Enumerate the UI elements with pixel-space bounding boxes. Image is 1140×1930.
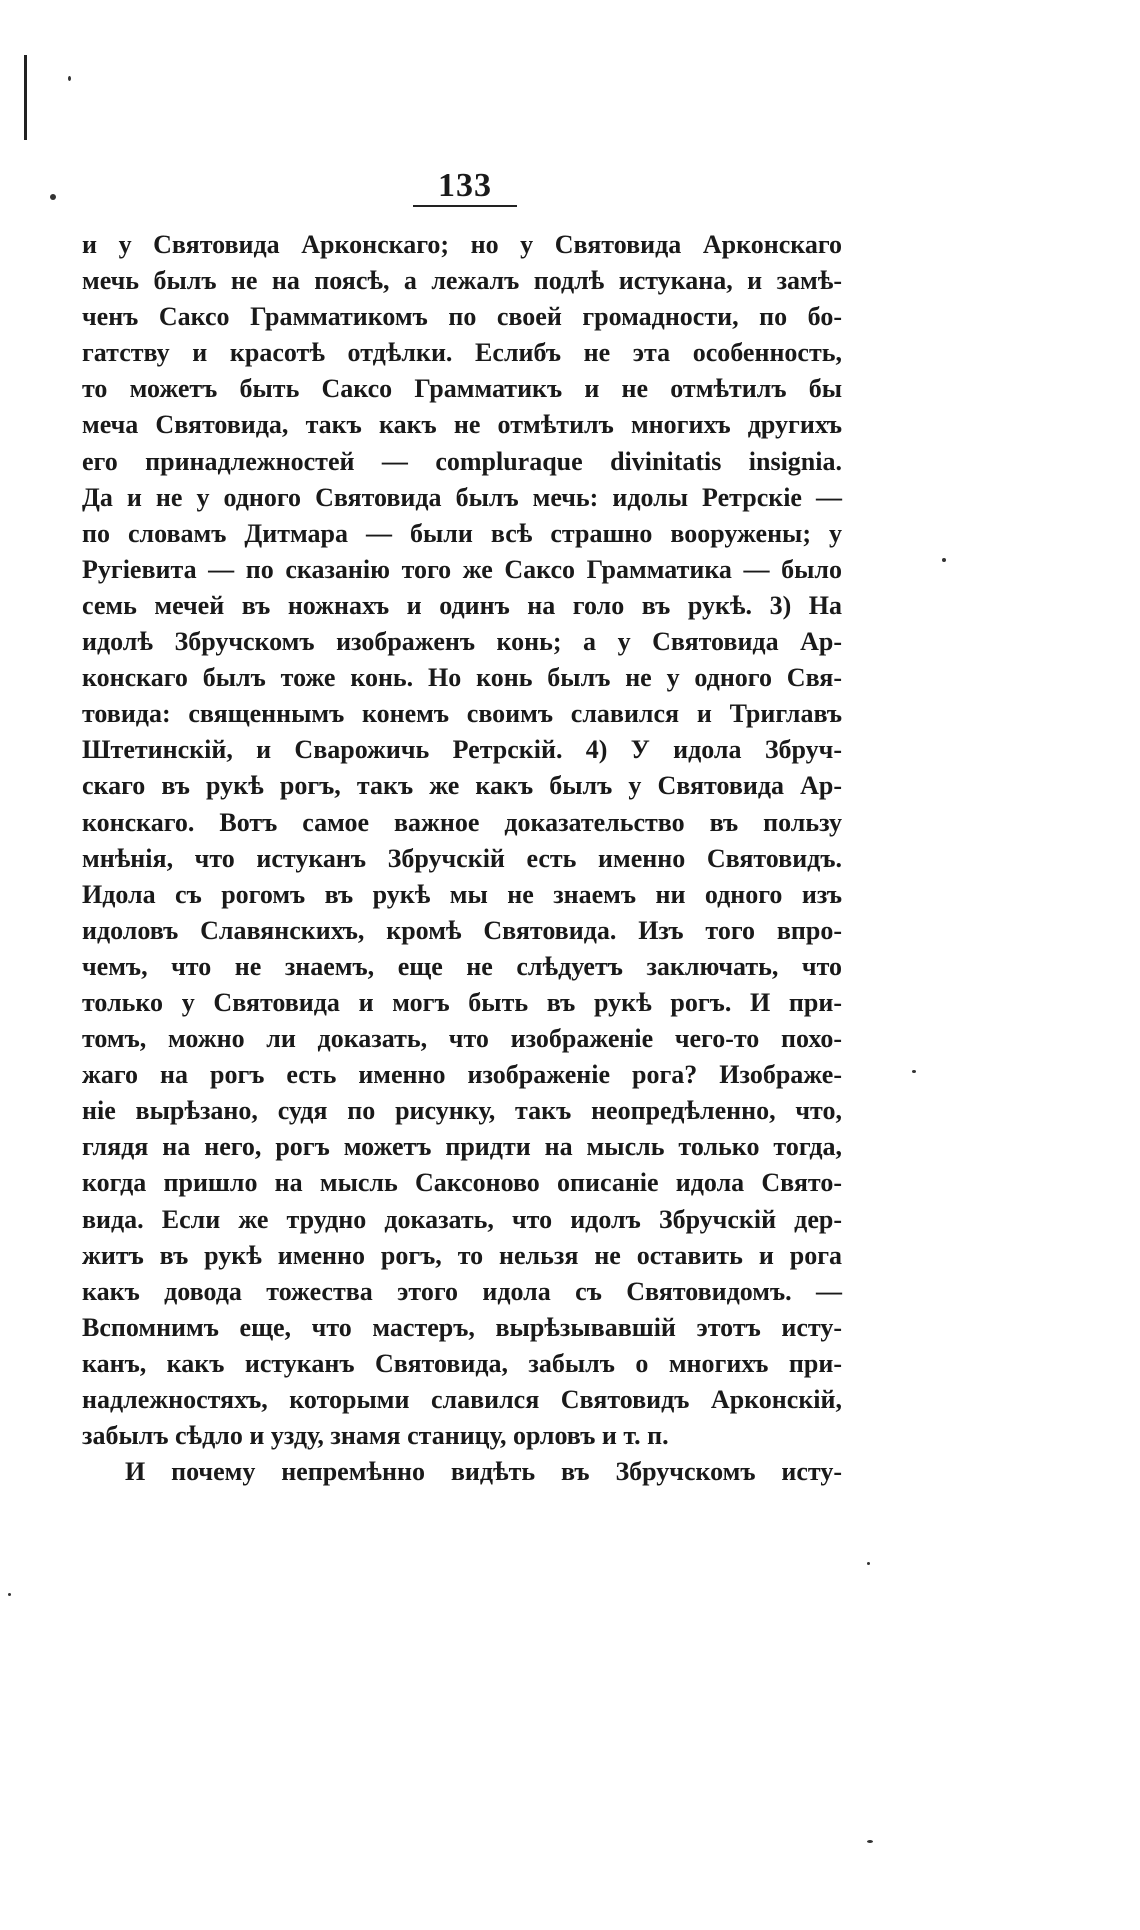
text-line: конскаго былъ тоже конь. Но конь былъ не у одного Свя- bbox=[82, 663, 842, 693]
text-line: Идола съ рогомъ въ рукѣ мы не знаемъ ни одного изъ bbox=[82, 879, 842, 909]
text-line: Да и не у одного Святовида былъ мечь: идолы Ретрскіе — bbox=[82, 482, 842, 512]
text-line: гатству и красотѣ отдѣлки. Еслибъ не эта особенность, bbox=[82, 338, 842, 368]
text-line: конскаго. Вотъ самое важное доказательство въ пользу bbox=[82, 807, 842, 837]
scan-speck bbox=[867, 1562, 870, 1565]
text-line: Вспомнимъ еще, что мастеръ, вырѣзывавшій этотъ исту- bbox=[82, 1312, 842, 1342]
text-line: только у Святовида и могъ быть въ рукѣ рогъ. И при- bbox=[82, 987, 842, 1017]
text-line-paragraph-end: забылъ сѣдло и узду, знамя станицу, орловъ и т. п. bbox=[82, 1421, 669, 1451]
text-line: скаго въ рукѣ рогъ, такъ же какъ былъ у Святовида Ар- bbox=[82, 771, 842, 801]
text-line: и у Святовида Арконскаго; но у Святовида Арконскаго bbox=[82, 230, 842, 259]
text-line: по словамъ Дитмара — были всѣ страшно вооружены; у bbox=[82, 518, 842, 548]
scan-speck bbox=[8, 1593, 11, 1596]
page-number-rule bbox=[413, 205, 517, 207]
text-line: канъ, какъ истуканъ Святовида, забылъ о многихъ при- bbox=[82, 1348, 842, 1378]
scan-speck bbox=[867, 1840, 873, 1843]
text-line: то можетъ быть Саксо Грамматикъ и не отмѣтилъ бы bbox=[82, 374, 842, 404]
text-line: надлежностяхъ, которыми славился Святовидъ Арконскій, bbox=[82, 1385, 842, 1414]
text-line: меча Святовида, такъ какъ не отмѣтилъ многихъ другихъ bbox=[82, 410, 842, 440]
text-line: вида. Если же трудно доказать, что идолъ Збручскій дер- bbox=[82, 1204, 842, 1234]
text-line: мечь былъ не на поясѣ, а лежалъ подлѣ истукана, и замѣ- bbox=[82, 266, 842, 296]
text-line: идолѣ Збручскомъ изображенъ конь; а у Святовида Ар- bbox=[82, 627, 842, 657]
text-line: когда пришло на мысль Саксоново описаніе идола Свято- bbox=[82, 1168, 842, 1198]
text-line: семь мечей въ ножнахъ и одинъ на голо въ рукѣ. 3) На bbox=[82, 590, 842, 620]
text-line: житъ въ рукѣ именно рогъ, то нельзя не оставить и рога bbox=[82, 1240, 842, 1270]
scan-speck bbox=[68, 76, 71, 81]
text-line: Ругіевита — по сказанію того же Саксо Грамматика — было bbox=[82, 554, 842, 584]
text-line: жаго на рогъ есть именно изображеніе рога? Изображе- bbox=[82, 1060, 842, 1090]
text-line: глядя на него, рогъ можетъ придти на мысль только тогда, bbox=[82, 1132, 842, 1162]
scan-speck bbox=[942, 558, 946, 562]
text-line: ніе вырѣзано, судя по рисунку, такъ неопредѣленно, что, bbox=[82, 1096, 842, 1126]
text-line: чемъ, что не знаемъ, еще не слѣдуетъ заключать, что bbox=[82, 951, 842, 981]
text-line: ченъ Саксо Грамматикомъ по своей громадности, по бо- bbox=[82, 302, 842, 332]
body-text bbox=[82, 227, 842, 1490]
scan-speck bbox=[50, 194, 56, 200]
text-line: его принадлежностей — compluraque divinitatis insignia. bbox=[82, 446, 842, 476]
text-line: какъ довода тожества этого идола съ Святовидомъ. — bbox=[82, 1276, 842, 1306]
text-line: идоловъ Славянскихъ, кромѣ Святовида. Изъ того впро- bbox=[82, 915, 842, 945]
text-line: мнѣнія, что истуканъ Збручскій есть именно Святовидъ. bbox=[82, 843, 842, 873]
page-number: 133 bbox=[438, 167, 492, 204]
text-line: томъ, можно ли доказать, что изображеніе чего-то похо- bbox=[82, 1024, 842, 1054]
scan-edge-mark bbox=[24, 55, 27, 140]
scan-speck bbox=[912, 1070, 916, 1073]
text-line-paragraph-start: И почему непремѣнно видѣть въ Збручскомъ исту- bbox=[125, 1457, 842, 1487]
text-line: Штетинскій, и Сварожичь Ретрскій. 4) У идола Збруч- bbox=[82, 735, 842, 765]
text-line: товида: священнымъ конемъ своимъ славился и Триглавъ bbox=[82, 699, 842, 729]
